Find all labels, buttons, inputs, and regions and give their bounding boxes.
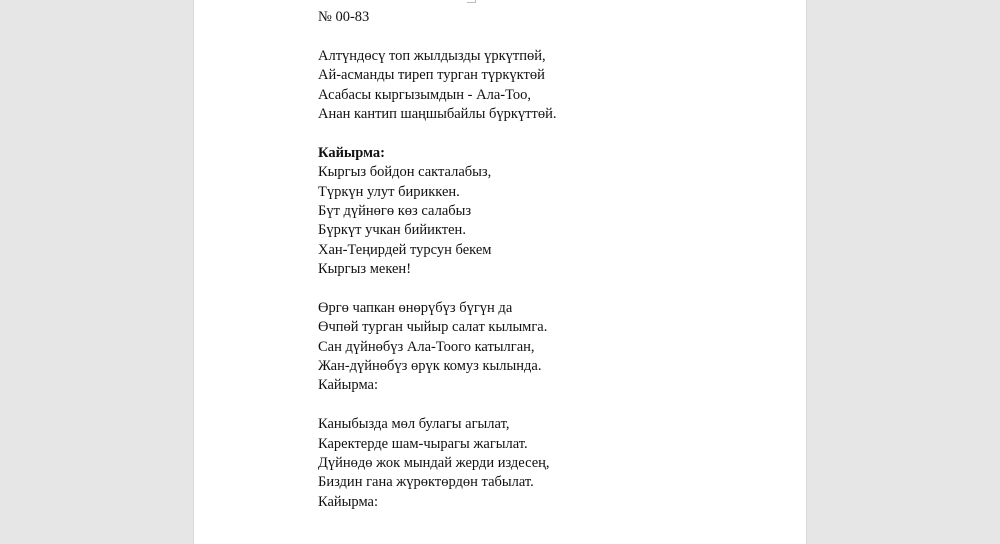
- refrain-label: Кайырма:: [318, 377, 378, 394]
- chorus-line: Түркүн улут бириккен.: [318, 183, 460, 200]
- verse2-line: Өргө чапкан өнөрүбүз бүгүн да: [318, 299, 513, 316]
- refrain-label: Кайырма:: [318, 493, 378, 510]
- verse1-line: Алтүндөсү топ жылдызды үркүтпөй,: [318, 47, 546, 64]
- document-number: № 00-83: [318, 9, 370, 25]
- verse3-line: Дүйнөдө жок мындай жерди издесең,: [318, 454, 550, 471]
- verse1-line: Асабасы кыргызымдын - Ала-Тоо,: [318, 86, 531, 103]
- chorus-heading: Кайырма:: [318, 144, 385, 161]
- verse2-line: Жан-дүйнөбүз өрүк комуз кылында.: [318, 358, 542, 375]
- chorus-line: Бүт дүйнөгө көз салабыз: [318, 202, 472, 219]
- verse3-line: Биздин гана жүрөктөрдөн табылат.: [318, 474, 534, 491]
- verse2-line: Сан дүйнөбүз Ала-Тоого катылган,: [318, 338, 535, 355]
- verse1-line: Анан кантип шаңшыбайлы бүркүттөй.: [318, 105, 557, 122]
- spacer: [318, 279, 768, 298]
- chorus-line: Кыргыз мекен!: [318, 261, 412, 278]
- verse1-line: Ай-асманды тиреп турган түркүктөй: [318, 67, 545, 84]
- margin-corner-mark: [467, 0, 476, 3]
- spacer: [318, 27, 768, 46]
- spacer: [318, 124, 768, 143]
- chorus-line: Кыргыз бойдон сакталабыз,: [318, 164, 492, 181]
- chorus-line: Хан-Теңирдей турсун бекем: [318, 241, 492, 258]
- chorus-line: Бүркүт учкан бийиктен.: [318, 222, 466, 239]
- verse3-line: Каныбызда мөл булагы агылат,: [318, 416, 510, 433]
- document-page: [193, 0, 807, 544]
- verse3-line: Каректерде шам-чырагы жагылат.: [318, 435, 528, 452]
- spacer: [318, 396, 768, 415]
- verse2-line: Өчпөй турган чыйыр салат кылымга.: [318, 319, 548, 336]
- document-body: [318, 8, 768, 512]
